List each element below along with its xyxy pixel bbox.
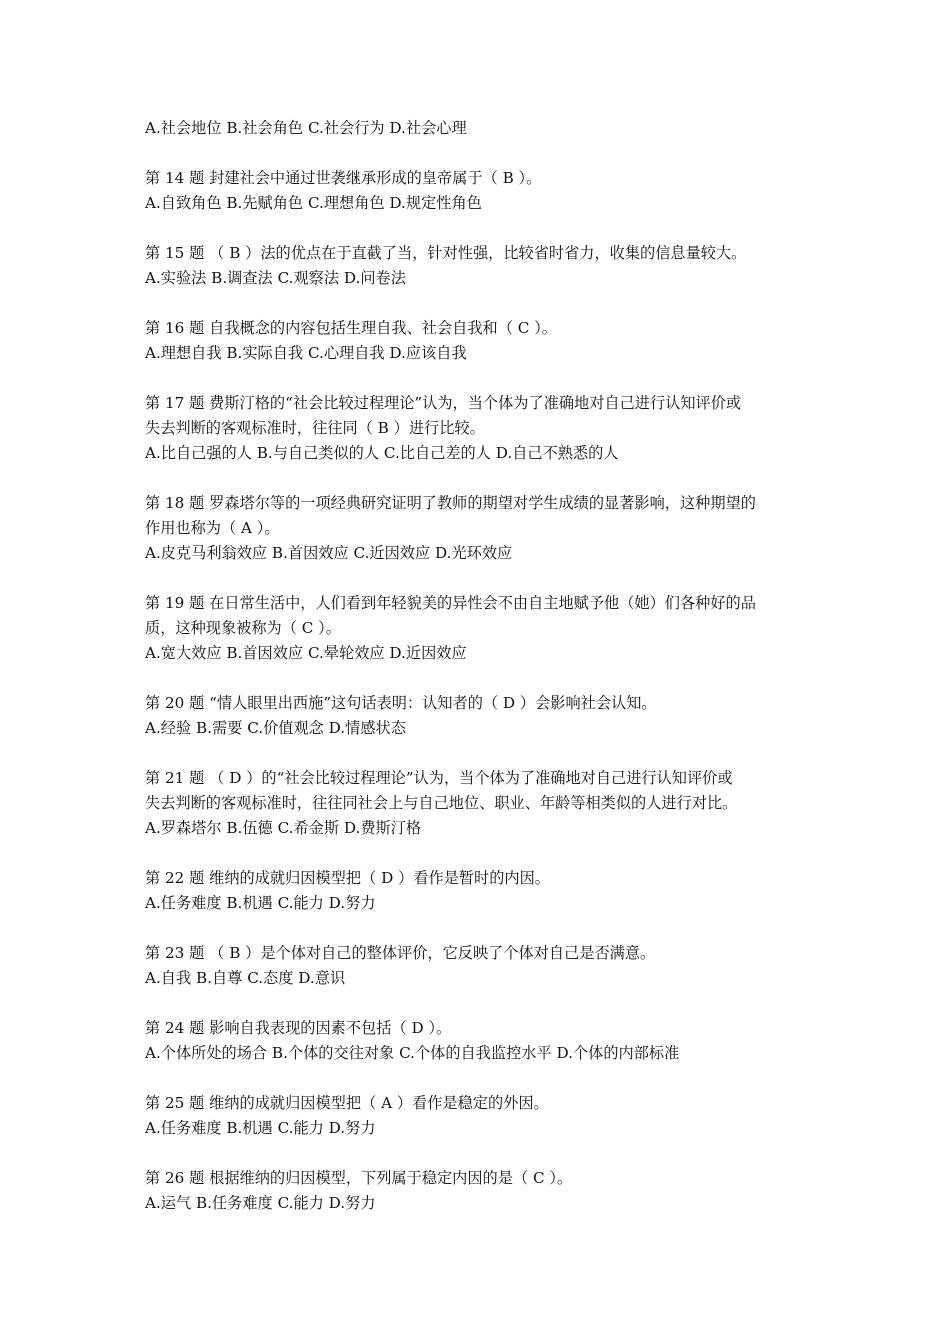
question-options: A.自我 B.自尊 C.态度 D.意识 [145,969,346,987]
question-block [145,1016,815,1066]
question-options: A.经验 B.需要 C.价值观念 D.情感状态 [145,719,406,737]
question-options: A.个体所处的场合 B.个体的交往对象 C.个体的自我监控水平 D.个体的内部标准 [145,1044,680,1062]
question-block [145,166,815,216]
question-block [145,691,815,741]
question-text: 第 20 题 “情人眼里出西施”这句话表明：认知者的（ D ）会影响社会认知。 [145,694,657,712]
question-options: A.运气 B.任务难度 C.能力 D.努力 [145,1194,376,1212]
question-block [145,316,815,366]
question-text: 质，这种现象被称为（ C ）。 [145,619,341,637]
question-text: 第 23 题 （ B ）是个体对自己的整体评价，它反映了个体对自己是否满意。 [145,944,656,962]
question-text: 第 19 题 在日常生活中，人们看到年轻貌美的异性会不由自主地赋予他（她）们各种好的品 [145,594,756,612]
document-page [145,116,815,1216]
question-text: 第 26 题 根据维纳的归因模型，下列属于稳定内因的是（ C ）。 [145,1169,573,1187]
question-options: A.理想自我 B.实际自我 C.心理自我 D.应该自我 [145,344,467,362]
question-options: A.罗森塔尔 B.伍德 C.希金斯 D.费斯汀格 [145,819,422,837]
question-block [145,866,815,916]
question-text: 失去判断的客观标准时，往往同社会上与自己地位、职业、年龄等相类似的人进行对比。 [145,794,738,812]
question-text: 第 16 题 自我概念的内容包括生理自我、社会自我和（ C ）。 [145,319,557,337]
question-block [145,591,815,666]
question-block [145,1091,815,1141]
question-options: A.自致角色 B.先赋角色 C.理想角色 D.规定性角色 [145,194,482,212]
question-list [145,166,815,1216]
question-text: 第 14 题 封建社会中通过世袭继承形成的皇帝属于（ B ）。 [145,169,542,187]
question-options: A.任务难度 B.机遇 C.能力 D.努力 [145,894,376,912]
question-block [145,491,815,566]
question-block [145,766,815,841]
question-block [145,1166,815,1216]
question-text: 第 17 题 费斯汀格的“社会比较过程理论”认为，当个体为了准确地对自己进行认知评价或 [145,394,742,412]
question-options: A.宽大效应 B.首因效应 C.晕轮效应 D.近因效应 [145,644,467,662]
question-block [145,391,815,466]
lead-options: A.社会地位 B.社会角色 C.社会行为 D.社会心理 [145,119,467,137]
question-text: 第 21 题 （ D ）的“社会比较过程理论”认为，当个体为了准确地对自己进行认知评价或 [145,769,733,787]
question-text: 第 18 题 罗森塔尔等的一项经典研究证明了教师的期望对学生成绩的显著影响，这种期望的 [145,494,756,512]
question-options: A.皮克马利翁效应 B.首因效应 C.近因效应 D.光环效应 [145,544,513,562]
question-text: 第 15 题 （ B ）法的优点在于直截了当，针对性强，比较省时省力，收集的信息量较大。 [145,244,747,262]
question-text: 第 24 题 影响自我表现的因素不包括（ D ）。 [145,1019,452,1037]
question-text: 第 22 题 维纳的成就归因模型把（ D ）看作是暂时的内因。 [145,869,550,887]
question-text: 第 25 题 维纳的成就归因模型把（ A ）看作是稳定的外因。 [145,1094,549,1112]
question-text: 作用也称为（ A ）。 [145,519,280,537]
question-options: A.任务难度 B.机遇 C.能力 D.努力 [145,1119,376,1137]
question-block [145,241,815,291]
question-text: 失去判断的客观标准时，往往同（ B ）进行比较。 [145,419,485,437]
question-block [145,941,815,991]
question-options: A.比自己强的人 B.与自己类似的人 C.比自己差的人 D.自己不熟悉的人 [145,444,619,462]
question-options: A.实验法 B.调查法 C.观察法 D.问卷法 [145,269,406,287]
